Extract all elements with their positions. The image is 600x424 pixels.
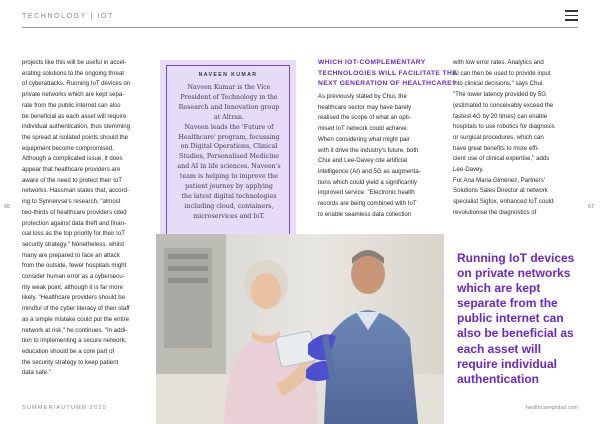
text-line: Naveen leads the 'Future of — [184, 123, 274, 131]
text-line: at Altran. — [213, 113, 245, 121]
text-line: erating solutions to the ongoing threat — [22, 69, 124, 77]
article-text-left — [22, 58, 154, 379]
text-line: also be beneficial as — [457, 326, 574, 341]
text-line: "The lower latency provided by 5G — [453, 91, 546, 99]
author-bio-text — [171, 83, 287, 222]
page-number-right: 67 — [588, 204, 595, 210]
text-line: which are kept — [457, 281, 541, 296]
text-line: tions which could yield a significantly — [318, 178, 417, 186]
text-line: appear that healthcare providers are — [22, 166, 121, 174]
text-line: consider human error as a cybersecu- — [22, 273, 125, 281]
text-line: AI can then be used to provide input — [453, 69, 551, 77]
text-line: mindful of the cyber literacy of their staff — [22, 305, 130, 313]
text-line: fastest 4G by 20 times) can enable — [453, 112, 548, 120]
text-line: two-thirds of healthcare providers cited — [22, 208, 127, 216]
article-column-left — [22, 58, 154, 379]
text-line: NEXT GENERATION OF HEALTHCARE? — [318, 80, 457, 88]
text-line: many are prepared to face an attack — [22, 251, 120, 259]
text-line: projects like this will be useful in accel- — [22, 59, 127, 66]
text-line: including cloud, containers, — [184, 202, 274, 210]
text-line: (estimated to conceivably exceed the — [453, 101, 554, 109]
text-line: individual authentication, thus stemming — [22, 123, 131, 131]
text-line: the spread at isolated points should the — [22, 133, 129, 141]
author-bio-frame — [166, 65, 290, 235]
text-line: protection against data theft and finan- — [22, 219, 127, 227]
text-line: each asset will — [457, 341, 542, 356]
text-line: rate from the public internet can also — [22, 101, 121, 109]
text-line: equipment become compromised. — [22, 144, 114, 152]
article-photo — [156, 234, 444, 424]
text-line: private networks which are kept sepa- — [22, 91, 125, 99]
text-line: likely. "Healthcare providers should be — [22, 294, 125, 302]
text-line: Healthcare' program, focussing — [178, 133, 280, 141]
text-line: As previously stated by Chui, the — [318, 93, 407, 100]
text-line: Studies, Personalised Medicine — [179, 153, 279, 161]
text-line: be beneficial as each asset will require — [22, 112, 127, 120]
text-line: separate from the — [457, 296, 558, 311]
text-line: aware of the need to protect their IoT — [22, 176, 122, 184]
text-line: WHICH IOT-COMPLEMENTARY — [318, 59, 426, 66]
text-line: have great benefits to more effi- — [453, 144, 539, 152]
text-line: authentication — [457, 371, 540, 386]
text-line: records are being combined with IoT — [318, 200, 417, 208]
text-line: Although a complicated issue, it does — [22, 155, 123, 163]
text-line: to enable seamless data collection — [318, 210, 412, 218]
text-line: on Digital Operations, Clinical — [180, 143, 278, 151]
text-line: network at risk," he continues. "In addi- — [22, 326, 128, 334]
text-line: the latest digital technologies — [181, 192, 277, 200]
header-divider — [22, 27, 578, 28]
text-line: Solutions Sales Director at network — [453, 187, 548, 195]
page-number-left: 66 — [4, 204, 11, 210]
text-line: When considering what might pair — [318, 135, 410, 143]
text-line: as a simple mistake could put the entire — [22, 315, 130, 323]
text-line: mised IoT network could achieve. — [318, 125, 409, 133]
text-line: rity weak point, although it is far more — [22, 283, 123, 291]
pull-quote — [457, 251, 574, 387]
text-line: from the outside, fewer hospitals might — [22, 262, 127, 270]
text-line: President of Technology in the — [180, 93, 278, 101]
text-line: team is helping to improve the — [180, 173, 278, 181]
text-line: with low error rates. Analytics and — [453, 59, 544, 66]
text-line: or surgical procedures, which can — [453, 133, 544, 141]
text-line: the security strategy to keep patient — [22, 358, 119, 366]
text-line: on private networks — [457, 266, 571, 281]
text-line: intelligence (AI) and 5G as augmenta- — [318, 167, 421, 175]
text-line: ing to Synnervse's research, "almost — [22, 198, 121, 206]
text-line: Lee-Davey. — [453, 166, 484, 174]
text-line: of cyberattacks. Running IoT devices on — [22, 80, 131, 88]
text-line: cial loss as the top priority for their IoT — [22, 230, 125, 238]
text-line: education should be a core part of — [22, 347, 115, 355]
footer-issue: SUMMER/AUTUMN 2020 — [22, 405, 107, 411]
text-line: tion to implementing a secure network, — [22, 337, 127, 345]
text-line: improved service. "Electronic health — [318, 189, 415, 197]
text-line: patient journey by applying — [185, 183, 273, 191]
article-text-right — [453, 58, 581, 219]
doctor-patient-photo — [156, 234, 444, 424]
text-line: revolutionise the diagnostics of — [453, 208, 537, 216]
section-tag: TECHNOLOGY | IOT — [22, 13, 114, 20]
text-line: Research and Innovation group — [178, 103, 280, 111]
text-line: TECHNOLOGIES WILL FACILITATE THE — [318, 69, 458, 77]
footer-website[interactable]: healthcareglobal.com — [525, 405, 578, 411]
text-line: require individual — [457, 356, 558, 371]
text-line: with it drive the industry's future, both — [318, 146, 419, 154]
section-heading — [318, 58, 457, 90]
text-line: realised the scope of what an opti- — [318, 114, 411, 122]
text-line: into clinical decisions," says Chui. — [453, 80, 544, 88]
hamburger-menu-icon[interactable] — [565, 10, 578, 21]
text-line: hospitals to use robotics for diagnosis — [453, 123, 555, 131]
text-line: and AI in life sciences. Naveen's — [177, 163, 281, 171]
text-line: microservices and IoT. — [193, 212, 265, 220]
text-line: data safe." — [22, 369, 51, 377]
text-line: healthcare sector may have barely — [318, 103, 412, 111]
text-line: public internet can — [457, 311, 564, 326]
text-line: cient use of clinical expertise," adds — [453, 155, 550, 163]
text-line: Chui and Lee-Davey cite artificial — [318, 157, 408, 165]
text-line: specialist Sigfox, enhanced IoT could — [453, 198, 554, 206]
text-line: networks. Hassman states that, accord- — [22, 187, 130, 195]
article-text-middle — [318, 92, 446, 220]
text-line: Running IoT devices — [457, 251, 575, 265]
text-line: security strategy." Nonetheless, whilst — [22, 240, 124, 248]
article-column-right — [453, 58, 581, 219]
text-line: For Ana Maria Giménez, Partners' — [453, 176, 545, 184]
text-line: Naveen Kumar is the Vice — [187, 84, 271, 91]
author-name: NAVEEN KUMAR — [198, 72, 258, 78]
article-column-middle — [318, 92, 446, 220]
author-bio-box — [160, 60, 296, 240]
